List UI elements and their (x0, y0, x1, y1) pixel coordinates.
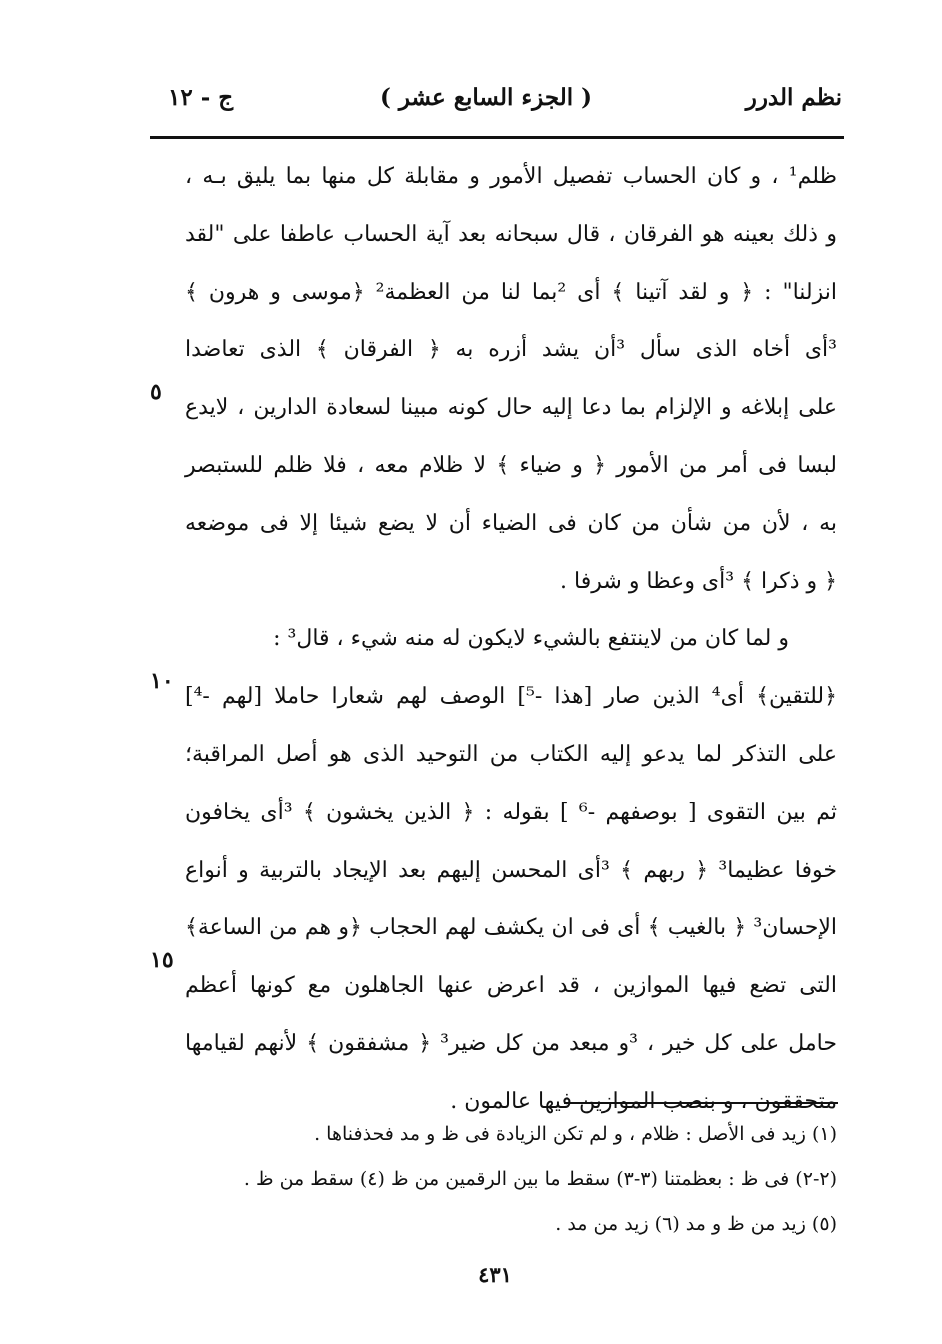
footnote: (٢-٢) فى ظ : بعظمتنا (٣-٣) سقط ما بين الرقمين من ظ (٤) سقط من ظ . (243, 1168, 837, 1190)
part-label: ( الجزء السابع عشر ) (379, 84, 592, 111)
header-rule (150, 136, 844, 139)
page-number: ٤٣١ (478, 1262, 512, 1287)
text-line: و لما كان من لاينتفع بالشيء لايكون له منه شيء ، قال³ : (273, 626, 789, 652)
footnotes (185, 1112, 837, 1247)
text-line: لبسا فى أمر من الأمور ﴿ و ضياء ﴾ لا ظلام معه ، فلا ظلم للستبصر (185, 452, 837, 478)
text-line: و ذلك بعينه هو الفرقان ، قال سبحانه بعد آية الحساب عاطفا على "لقد (185, 221, 837, 247)
footnote: (٥) زيد من ظ و مد (٦) زيد من مد . (555, 1213, 837, 1235)
text-line: على إبلاغه و الإلزام بما دعا إليه حال كونه مبينا لسعادة الدارين ، لايدع (185, 395, 837, 421)
footnote-rule (564, 1102, 838, 1104)
line-number-15: ١٥ (150, 947, 174, 973)
text-line: التى تضع فيها الموازين ، قد اعرض عنها الجاهلون مع كونها أعظم (185, 973, 837, 999)
running-header (150, 84, 842, 128)
line-number-5: ٥ (150, 379, 162, 405)
line-number-10: ١٠ (150, 668, 174, 694)
text-line: حامل على كل خير ، ³و مبعد من كل ضير³ ﴿ مشفقون ﴾ لأنهم لقيامها (185, 1030, 837, 1056)
text-line: ثم بين التقوى [ بوصفهم -⁶ ] بقوله : ﴿ الذين يخشون ﴾ ³أى يخافون (185, 799, 838, 825)
text-line: ﴿ و ذكرا ﴾ ³أى وعظا و شرفا . (560, 568, 837, 594)
text-line: ﴿للتقين﴾ أى⁴ الذين صار [هذا -⁵] الوصف لهم شعارا حاملا [لهم -⁴] (185, 684, 837, 710)
text-line: على التذكر لما يدعو إليه الكتاب من التوحيد الذى هو أصل المراقبة؛ (185, 741, 837, 767)
text-line: الإحسان³ ﴿ بالغيب ﴾ أى فى ان يكشف لهم الحجاب ﴿و هم من الساعة﴾ (185, 915, 837, 941)
footnote: (١) زيد فى الأصل : ظلام ، و لم تكن الزيادة فى ظ و مد فحذفناها . (314, 1123, 837, 1145)
text-line: به ، لأن من شأن من كان فى الضياء أن لا يضع شيئا إلا فى موضعه (185, 510, 837, 536)
main-text (185, 148, 837, 1131)
text-line: ظلم¹ ، و كان الحساب تفصيل الأمور و مقابلة كل منها بما يليق بـه ، (185, 164, 837, 189)
text-line: ³أى أخاه الذى سأل ³أن يشد أزره به ﴿ الفرقان ﴾ الذى تعاضدا (185, 337, 837, 363)
text-line: متحققون ، و بنصب الموازين فيها عالمون . (450, 1088, 837, 1114)
text-line: انزلنا" : ﴿ و لقد آتينا ﴾ أى ²بما لنا من العظمة² ﴿موسى و هرون ﴾ (185, 279, 837, 305)
book-title: نظم الدرر (745, 84, 842, 111)
text-line: خوفا عظيما³ ﴿ ربهم ﴾ ³أى المحسن إليهم بعد الإيجاد بالتربية و أنواع (185, 857, 837, 883)
volume-label: ج - ١٢ (168, 84, 234, 111)
